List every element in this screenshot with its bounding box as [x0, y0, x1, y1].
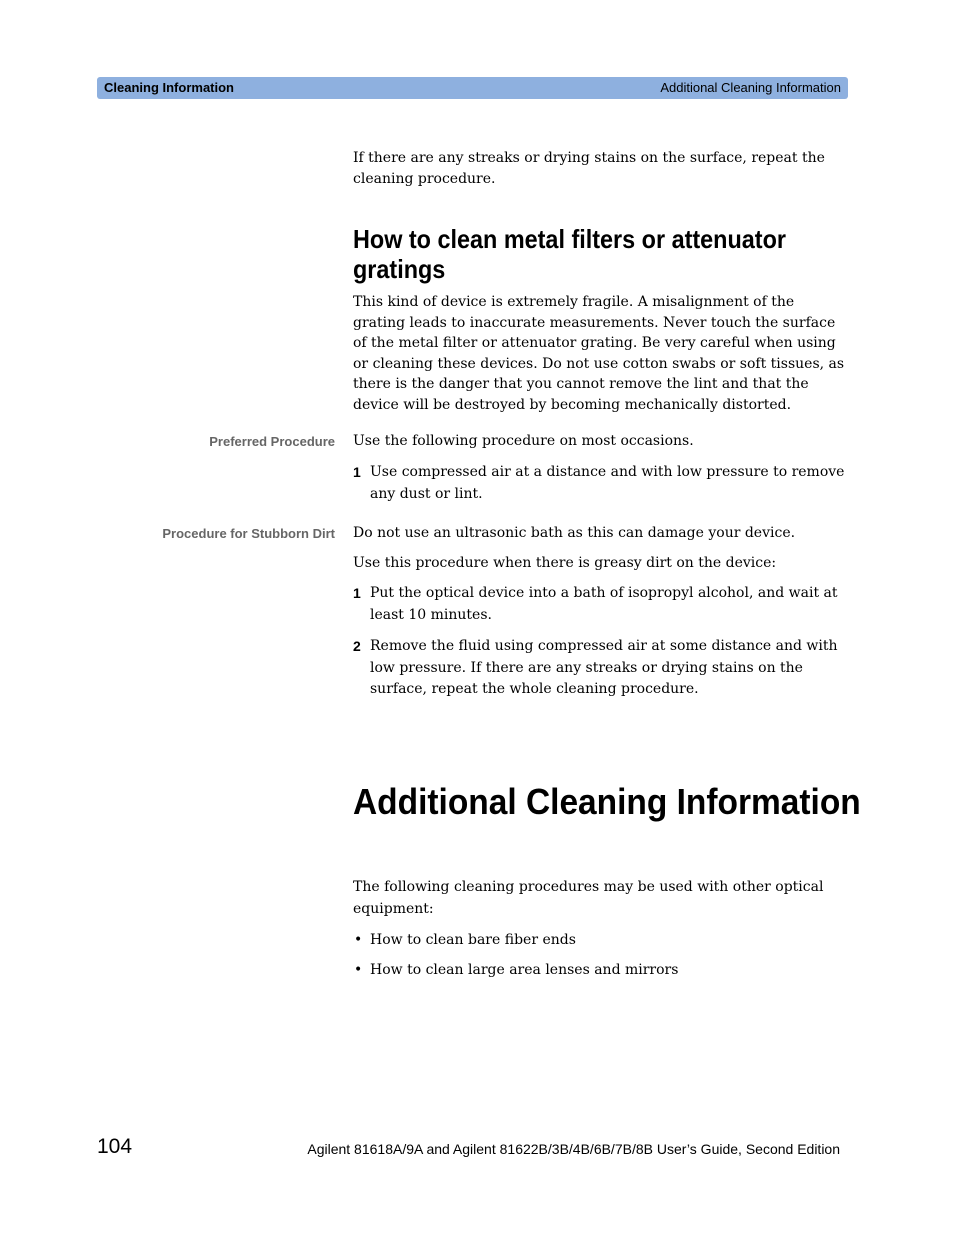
- step-number: 1: [353, 585, 361, 601]
- bullet-marker: •: [354, 962, 363, 978]
- stubborn-dirt-label: Procedure for Stubborn Dirt: [162, 526, 335, 541]
- header-section-title: Additional Cleaning Information: [660, 80, 841, 95]
- bullet-text: How to clean bare fiber ends: [370, 932, 576, 948]
- step-text: Put the optical device into a bath of isopropyl alcohol, and wait at least 10 minutes.: [370, 585, 838, 623]
- step-number: 2: [353, 638, 361, 654]
- bullet-text: How to clean large area lenses and mirrors: [370, 962, 679, 978]
- section-heading-additional: Additional Cleaning Information: [353, 781, 861, 822]
- page-number: 104: [97, 1135, 133, 1158]
- metal-filters-paragraph: This kind of device is extremely fragile. A misalignment of the grating leads to inaccurate measurements. Never touch the surface of the metal filter or attenuator grating. Be very careful when using or cleaning these devices. Do not use cotton swabs or soft tissues, as there is the danger that you cannot remove the lint and that the device will be destroyed by becoming mechanically distorted.: [353, 294, 845, 413]
- running-header: [97, 77, 848, 99]
- bullet-marker: •: [354, 932, 363, 948]
- step-text: Remove the fluid using compressed air at some distance and with low pressure. If there are any streaks or drying stains on the surface, repeat the whole cleaning procedure.: [370, 638, 838, 697]
- preferred-procedure-label: Preferred Procedure: [209, 434, 335, 449]
- intro-paragraph: If there are any streaks or drying stains on the surface, repeat the cleaning procedure.: [353, 150, 825, 187]
- additional-paragraph: The following cleaning procedures may be used with other optical equipment:: [353, 879, 824, 917]
- stubborn-dirt-warning: Do not use an ultrasonic bath as this can damage your device.: [353, 525, 796, 541]
- section-heading-metal-filters: How to clean metal filters or attenuator gratings: [353, 224, 786, 284]
- footer-document-title: Agilent 81618A/9A and Agilent 81622B/3B/4B/6B/7B/8B User’s Guide, Second Edition: [307, 1141, 840, 1157]
- preferred-procedure-intro: Use the following procedure on most occasions.: [353, 433, 694, 449]
- step-text: Use compressed air at a distance and with low pressure to remove any dust or lint.: [370, 464, 845, 502]
- step-number: 1: [353, 464, 361, 480]
- header-chapter-title: Cleaning Information: [104, 80, 234, 95]
- stubborn-dirt-intro: Use this procedure when there is greasy dirt on the device:: [353, 555, 777, 571]
